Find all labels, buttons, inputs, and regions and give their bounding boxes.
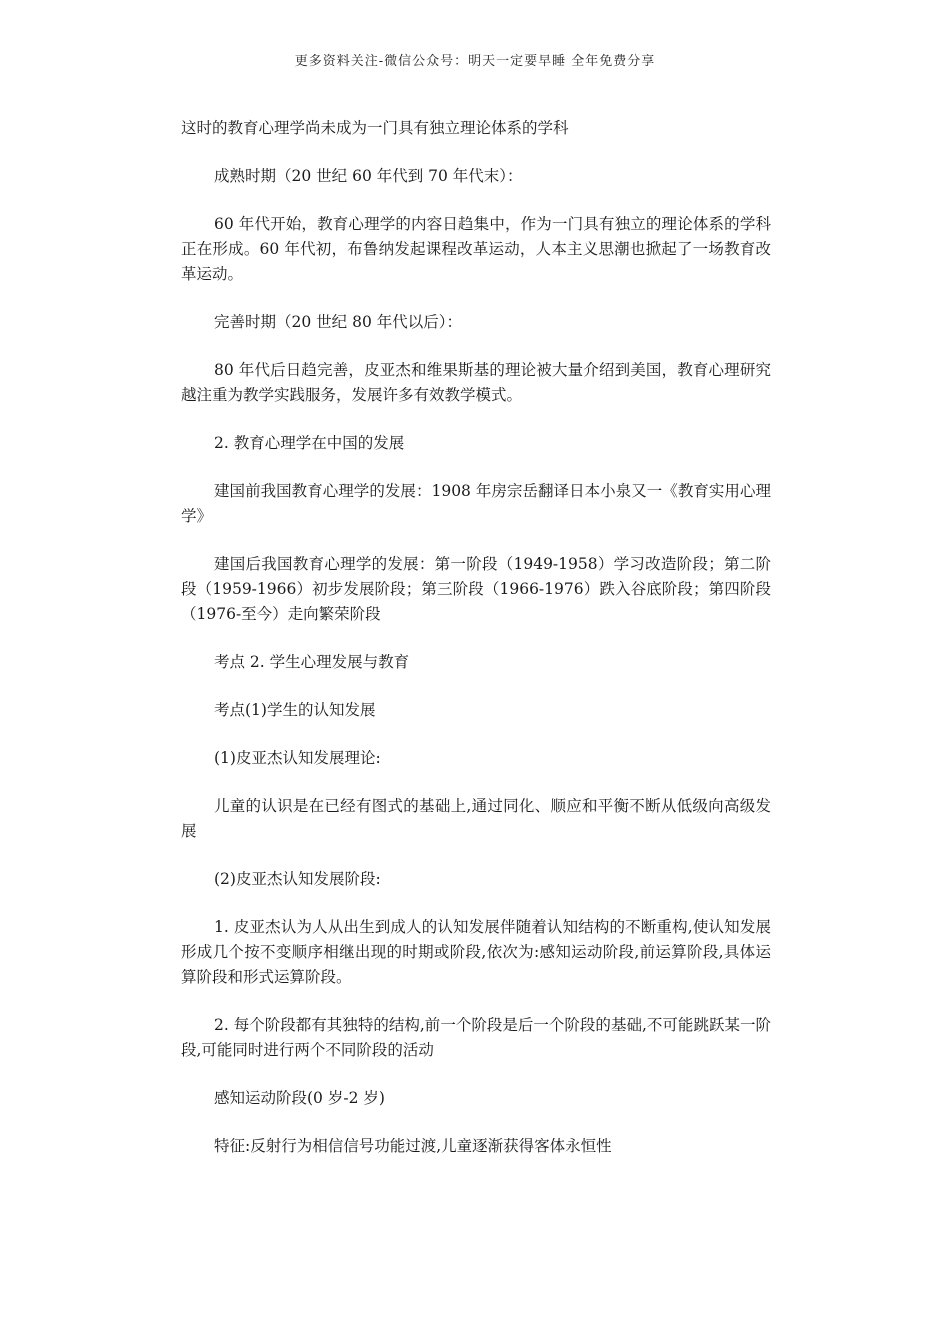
section-heading-mature-period: 成熟时期（20 世纪 60 年代到 70 年代末）：: [214, 167, 523, 185]
section-heading-piaget-theory: (1)皮亚杰认知发展理论:: [214, 749, 381, 767]
section-heading-cognitive-development: 考点(1)学生的认知发展: [214, 701, 376, 719]
paragraph: 2. 每个阶段都有其独特的结构,前一个阶段是后一个阶段的基础,不可能跳跃某一阶段,可能同时进行两个不同阶段的活动: [181, 1016, 771, 1059]
paragraph: 建国前我国教育心理学的发展：1908 年房宗岳翻译日本小泉又一《教育实用心理学》: [181, 482, 771, 525]
section-heading-piaget-stages: (2)皮亚杰认知发展阶段:: [214, 870, 381, 888]
paragraph: 特征:反射行为相信信号功能过渡,儿童逐渐获得客体永恒性: [214, 1137, 612, 1155]
paragraph: 80 年代后日趋完善，皮亚杰和维果斯基的理论被大量介绍到美国，教育心理研究越注重为教学实践服务，发展许多有效教学模式。: [181, 361, 771, 404]
page-header: 更多资料关注-微信公众号：明天一定要早睡 全年免费分享: [294, 54, 656, 69]
paragraph: 建国后我国教育心理学的发展：第一阶段（1949-1958）学习改造阶段；第二阶段（1959-1966）初步发展阶段；第三阶段（1966-1976）跌入谷底阶段；第四阶段（1976-至今）走向繁荣阶段: [181, 555, 771, 623]
section-heading-sensorimotor-stage: 感知运动阶段(0 岁-2 岁): [214, 1089, 385, 1107]
paragraph: 1. 皮亚杰认为人从出生到成人的认知发展伴随着认知结构的不断重构,使认知发展形成几个按不变顺序相继出现的时期或阶段,依次为:感知运动阶段,前运算阶段,具体运算阶段和形式运算阶段。: [181, 918, 771, 986]
paragraph: 60 年代开始，教育心理学的内容日趋集中，作为一门具有独立的理论体系的学科正在形成。60 年代初，布鲁纳发起课程改革运动，人本主义思潮也掀起了一场教育改革运动。: [181, 215, 771, 283]
section-heading-refinement-period: 完善时期（20 世纪 80 年代以后）：: [214, 313, 462, 331]
paragraph: 这时的教育心理学尚未成为一门具有独立理论体系的学科: [181, 119, 569, 137]
paragraph: 儿童的认识是在已经有图式的基础上,通过同化、顺应和平衡不断从低级向高级发展: [181, 797, 771, 840]
section-heading-exam-point-2: 考点 2. 学生心理发展与教育: [214, 653, 410, 671]
document-body: [181, 116, 771, 1182]
section-heading-china-development: 2. 教育心理学在中国的发展: [214, 434, 405, 452]
